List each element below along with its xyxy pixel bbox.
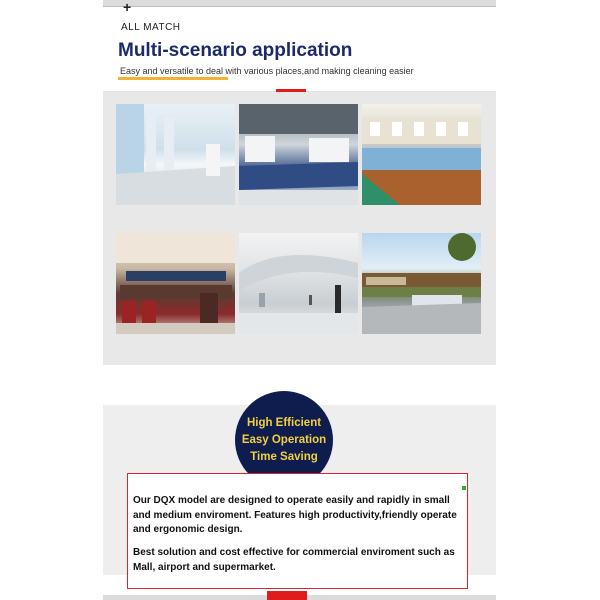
computer-room-photo [116,233,235,334]
section-subtitle: Easy and versatile to deal with various places,and making cleaning easier [120,66,414,76]
scenario-gallery [103,92,496,365]
white-hall-illustration [116,104,235,205]
description-paragraph-1: Our DQX model are designed to operate easily and rapidly in small and medium enviroment. Features high productivity,friendly operate and ergonomic design. [133,495,457,535]
section-tag: ALL MATCH [121,22,181,33]
outdoor-plaza-photo [362,233,481,334]
badge-line-efficient: High Efficient [246,416,322,429]
badge-line-saving: Time Saving [250,450,318,463]
exhibition-hall-photo [239,104,358,205]
green-marker [462,486,466,490]
top-divider [103,6,496,7]
atrium-lobby-illustration [239,233,358,334]
atrium-lobby-photo [239,233,358,334]
sports-court-photo [362,104,481,205]
product-page [103,0,496,600]
plus-icon: + [123,0,132,15]
description-box [127,473,468,589]
badge-line-operation: Easy Operation [241,433,327,446]
exhibition-hall-illustration [239,104,358,205]
outdoor-plaza-illustration [362,233,481,334]
subtitle-highlight [118,77,228,80]
bottom-red-tab [267,591,307,600]
section-title: Multi-scenario application [118,40,353,61]
sports-court-illustration [362,104,481,205]
computer-room-illustration [116,233,235,334]
white-hall-photo [116,104,235,205]
description-paragraph-2: Best solution and cost effective for commercial enviroment such as Mall, airport and supermarket. [133,547,455,573]
